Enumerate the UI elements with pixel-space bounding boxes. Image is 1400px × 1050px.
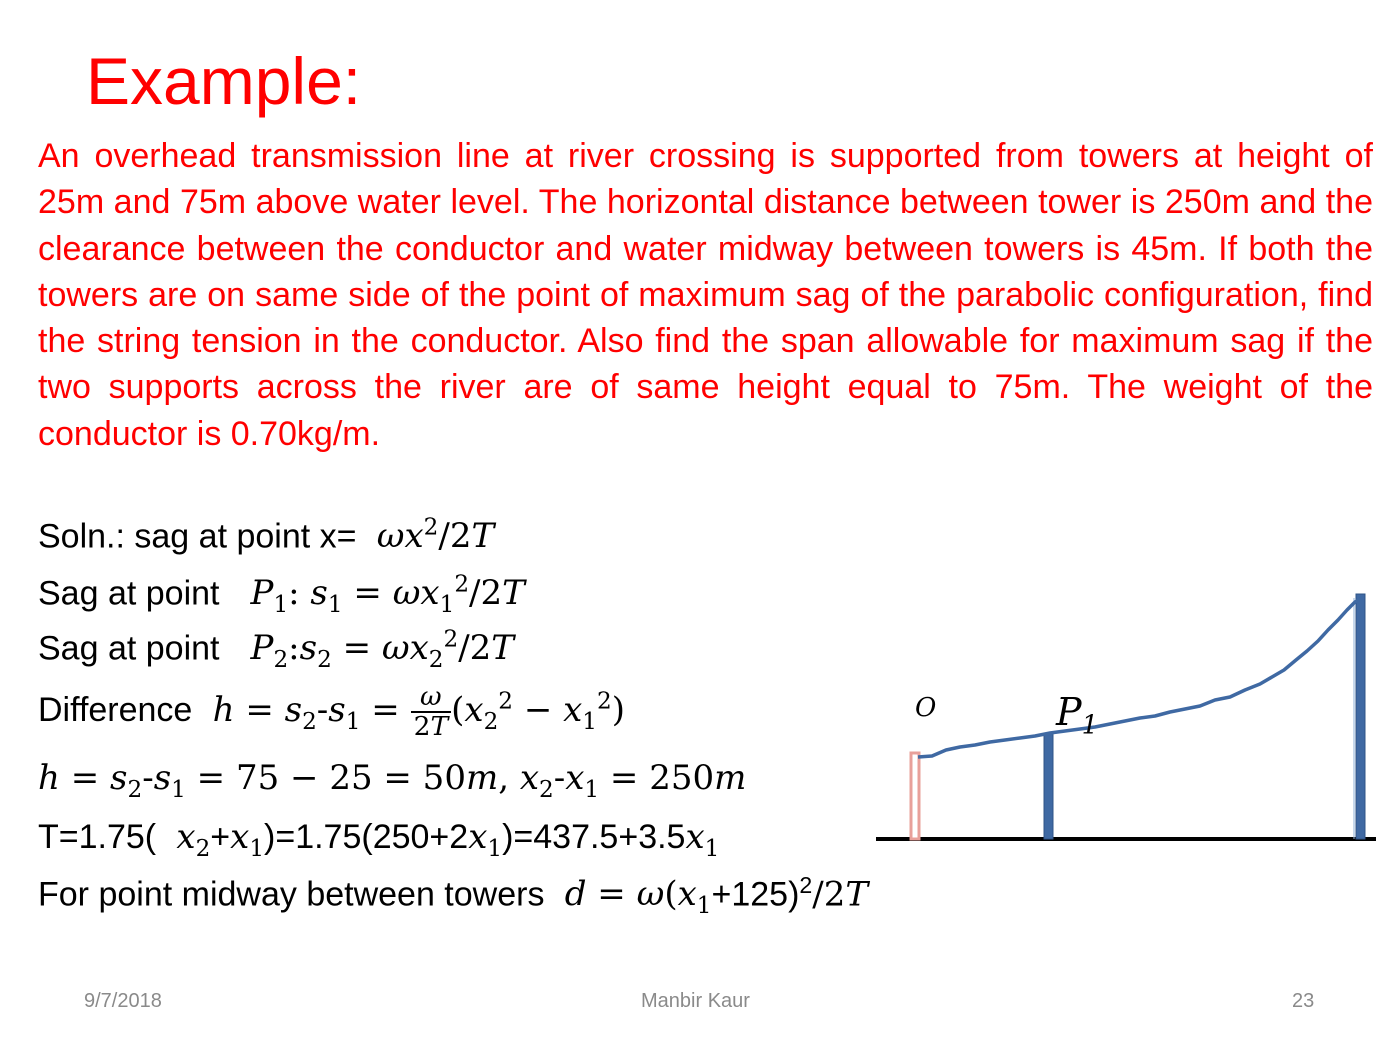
middle-tower [1044, 733, 1053, 839]
point-p1-subscript: 1 [1081, 710, 1099, 741]
tension-formula: $x_2$ [165, 817, 211, 862]
sag-diagram-svg [860, 580, 1380, 850]
solution-line-1 [38, 515, 494, 556]
solution-line-1-label: Soln.: sag at point x= [38, 517, 357, 556]
solution-line-6: T=1.75( $x_2+x_1)=1.75(250+2x_1)=437.5+3.5x_1$ [38, 817, 720, 862]
solution-line-7-label: For point midway between towers [38, 875, 545, 914]
left-tower [911, 753, 919, 839]
solution-line-3-label: Sag at point [38, 629, 220, 668]
midway-formula: $d = \omega(x_1$ [553, 874, 712, 920]
solution-line-3 [38, 627, 514, 673]
origin-label: O [915, 693, 937, 723]
solution-line-6-label: T=1.75( [38, 818, 157, 856]
solution-line-4 [38, 683, 625, 741]
slide-title: Example: [86, 44, 362, 118]
right-tower [1356, 594, 1365, 839]
footer-date: 9/7/2018 [84, 990, 162, 1012]
point-p1-label [1056, 690, 1098, 741]
footer-page-number: 23 [1292, 990, 1315, 1012]
problem-statement: An overhead transmission line at river crossing is supported from towers at height of 25m and 75m above water level. The horizontal distance between tower is 250m and the clearance between the conductor and water midway between towers is 45m. If both the towers are on same side of the point of maximum sag of the parabolic configuration, find the string tension in the conductor. Also find the span allowable for maximum sag if the two supports across the river are of same height equal to 75m. The weight of the conductor is 0.70kg/m. [38, 137, 1373, 453]
difference-formula: $h = s_2-s_1$ = $\frac{\omega}{2T}$ $(x_2^2 - x_1^2)$ [201, 681, 625, 742]
solution-line-2 [38, 572, 525, 618]
solution-line-4-label: Difference [38, 690, 193, 729]
sag-p2-formula: $P_2:s_2 = \omega x_2^2/2T$ [228, 627, 514, 674]
sag-diagram [860, 580, 1380, 850]
solution-line-2-label: Sag at point [38, 574, 220, 613]
height-difference-formula: $h = s_2-s_1 = 75 - 25 = 50m$, $x_2-x_1 = 250m$ [38, 758, 747, 803]
footer-author: Manbir Kaur [641, 990, 750, 1012]
conductor-curve [918, 598, 1362, 757]
sag-formula: $\omega x^2/2T$ [365, 515, 495, 557]
point-p1-letter: P [1056, 690, 1082, 734]
sag-p1-formula: $P_1$: $s_1 = \omega x_1^2/2T$ [228, 572, 525, 619]
solution-line-5 [38, 758, 746, 803]
solution-line-7: For point midway between towers $d = \omega(x_1+125)^2/2T$ [38, 872, 869, 920]
